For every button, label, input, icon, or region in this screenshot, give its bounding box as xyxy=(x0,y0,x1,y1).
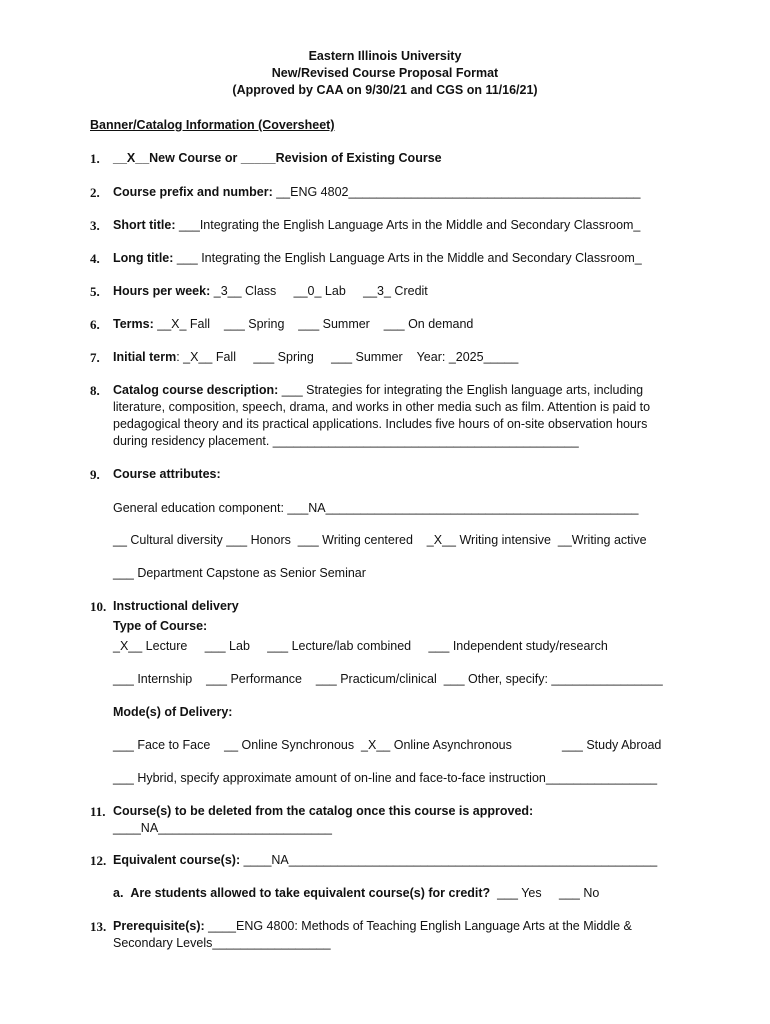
item-number-7: 7. xyxy=(90,350,100,365)
item-number-11: 11. xyxy=(90,804,106,819)
prerequisites-label: Prerequisite(s): xyxy=(113,919,205,933)
university-name: Eastern Illinois University xyxy=(308,49,462,63)
equivalent-credit-question: a. Are students allowed to take equivalent course(s) for credit? xyxy=(113,886,491,900)
type-of-course-row-1: _X__ Lecture ___ Lab ___ Lecture/lab combined ___ Independent study/research xyxy=(113,639,608,653)
course-prefix-line xyxy=(113,184,640,201)
mode-of-delivery-label: Mode(s) of Delivery: xyxy=(113,705,233,719)
capstone-line: ___ Department Capstone as Senior Seminar xyxy=(113,566,366,580)
prerequisites-line-2: Secondary Levels_________________ xyxy=(113,936,331,950)
type-of-course-label: Type of Course: xyxy=(113,619,208,633)
item-number-5: 5. xyxy=(90,284,100,299)
deleted-courses-value: ____NA_________________________ xyxy=(113,821,332,835)
instructional-delivery-label: Instructional delivery xyxy=(113,599,239,613)
long-title-line xyxy=(113,250,642,267)
terms-line xyxy=(113,316,473,333)
initial-term-line xyxy=(113,349,518,366)
item-number-2: 2. xyxy=(90,185,100,200)
item-number-10: 10. xyxy=(90,599,107,614)
type-of-course-row-2: ___ Internship ___ Performance ___ Practicum/clinical ___ Other, specify: ________________ xyxy=(113,672,663,686)
prerequisites-value: ____ENG 4800: Methods of Teaching English Language Arts at the Middle & xyxy=(204,919,632,933)
item-number-12: 12. xyxy=(90,853,107,868)
form-title: New/Revised Course Proposal Format xyxy=(271,66,499,80)
long-title-value: ___ Integrating the English Language Arts in the Middle and Secondary Classroom_ xyxy=(173,251,642,265)
hours-label: Hours per week: xyxy=(113,284,211,298)
item-number-3: 3. xyxy=(90,218,100,233)
prerequisites-line xyxy=(113,918,632,935)
course-prefix-label: Course prefix and number: xyxy=(113,185,273,199)
item-number-8: 8. xyxy=(90,383,100,398)
equivalent-courses-label: Equivalent course(s): xyxy=(113,853,241,867)
equivalent-credit-answer: ___ Yes ___ No xyxy=(490,886,600,900)
short-title-label: Short title: xyxy=(113,218,176,232)
item-number-1: 1. xyxy=(90,151,100,166)
course-attributes-label: Course attributes: xyxy=(113,467,221,481)
catalog-description-line-1 xyxy=(113,382,673,399)
initial-term-value: : _X__ Fall ___ Spring ___ Summer Year: _2025_____ xyxy=(176,350,519,364)
equivalent-courses-line xyxy=(113,852,657,869)
item-number-6: 6. xyxy=(90,317,100,332)
catalog-description-text-1: ___ Strategies for integrating the English language arts, including xyxy=(278,383,644,397)
deleted-courses-label: Course(s) to be deleted from the catalog once this course is approved: xyxy=(113,804,534,818)
catalog-description-line-2: literature, composition, speech, drama, and works in other media such as film. Attention is paid to xyxy=(113,400,651,414)
item-number-4: 4. xyxy=(90,251,100,266)
attributes-options-line: __ Cultural diversity ___ Honors ___ Writing centered _X__ Writing intensive __Writing active xyxy=(113,533,647,547)
equivalent-credit-line xyxy=(113,885,599,902)
long-title-label: Long title: xyxy=(113,251,174,265)
catalog-description-line-4: during residency placement. ____________________________________________ xyxy=(113,434,579,448)
mode-of-delivery-row-1: ___ Face to Face __ Online Synchronous _X__ Online Asynchronous xyxy=(113,738,512,752)
catalog-description-line-3: pedagogical theory and its practical applications. Includes five hours of on-site observation hours xyxy=(113,417,648,431)
terms-value: __X_ Fall ___ Spring ___ Summer ___ On demand xyxy=(153,317,474,331)
short-title-value: ___Integrating the English Language Arts in the Middle and Secondary Classroom_ xyxy=(175,218,641,232)
approval-note: (Approved by CAA on 9/30/21 and CGS on 11/16/21) xyxy=(232,83,538,97)
catalog-description xyxy=(113,382,673,450)
short-title-line xyxy=(113,217,640,234)
equivalent-courses-value: ____NA_____________________________________________________ xyxy=(240,853,658,867)
item-number-13: 13. xyxy=(90,919,107,934)
item-number-9: 9. xyxy=(90,467,100,482)
catalog-description-label: Catalog course description: xyxy=(113,383,279,397)
section-heading: Banner/Catalog Information (Coversheet) xyxy=(90,118,335,132)
document-header xyxy=(0,48,770,99)
general-education-line: General education component: ___NA_____________________________________________ xyxy=(113,501,639,515)
hours-line xyxy=(113,283,428,300)
study-abroad-option: ___ Study Abroad xyxy=(562,738,662,752)
initial-term-label: Initial term xyxy=(113,350,177,364)
hours-value: _3__ Class __0_ Lab __3_ Credit xyxy=(210,284,428,298)
terms-label: Terms: xyxy=(113,317,154,331)
course-type-line: __X__New Course or _____Revision of Existing Course xyxy=(113,151,442,165)
hybrid-line: ___ Hybrid, specify approximate amount of on-line and face-to-face instruction________________ xyxy=(113,771,658,785)
course-prefix-value: __ENG 4802__________________________________________ xyxy=(272,185,641,199)
